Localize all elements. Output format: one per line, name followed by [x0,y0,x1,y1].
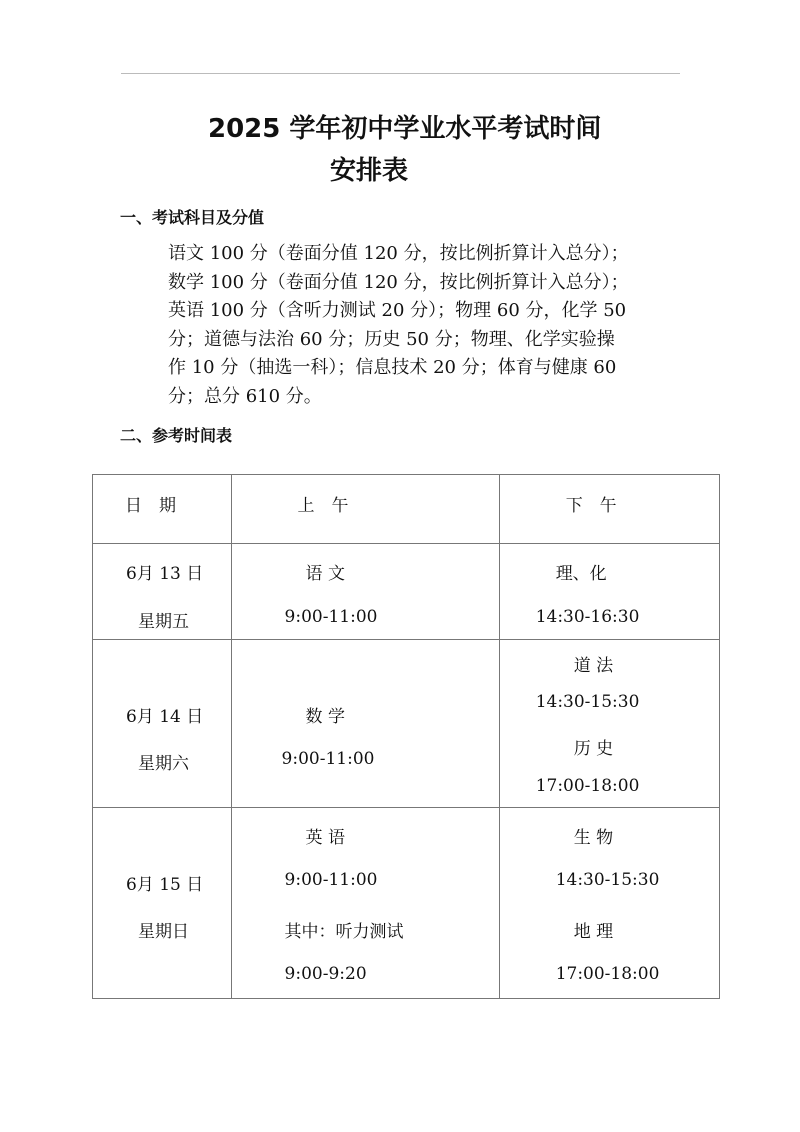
page-title-line2: 安排表 [330,156,409,186]
header-date [93,475,232,544]
paragraph-line: 作 10 分（抽选一科）；信息技术 20 分；体育与健康 60 [168,357,617,378]
date-cell [93,640,232,808]
table-header-row [93,475,720,544]
subjects-paragraph [168,240,688,411]
subject-text: 语 文 [305,564,345,584]
header-morning [231,475,499,544]
section-heading-subjects: 一、考试科目及分值 [120,208,265,227]
subject-text: 英 语 [305,828,345,848]
top-divider [121,73,680,74]
afternoon-cell [499,808,719,999]
paragraph-line: 语文 100 分（卷面分值 120 分，按比例折算计入总分）； [168,243,629,264]
section-heading-schedule: 二、参考时间表 [120,426,233,445]
header-label: 日 期 [125,496,176,516]
time-text: 9:00-9:20 [284,964,367,984]
page-title: 2025 学年初中学业水平考试时间 [208,114,602,144]
table-row [93,544,720,640]
subject-text: 道 法 [573,656,614,676]
weekday-text: 星期六 [138,754,189,774]
time-text: 9:00-11:00 [284,870,378,890]
subject-text: 历 史 [573,739,614,759]
time-text: 9:00-11:00 [281,749,375,769]
header-label: 下 午 [565,496,617,516]
date-cell [93,808,232,999]
time-text: 14:30-15:30 [555,870,660,890]
date-text: 6月 13 日 [126,564,204,584]
time-text: 14:30-16:30 [535,607,640,627]
paragraph-line: 分；道德与法治 60 分；历史 50 分；物理、化学实验操 [168,328,615,350]
subject-text: 数 学 [305,707,345,727]
time-text: 9:00-11:00 [284,607,378,627]
paragraph-line: 数学 100 分（卷面分值 120 分，按比例折算计入总分）； [168,271,629,293]
morning-cell [231,544,499,640]
time-text: 17:00-18:00 [555,964,660,984]
paragraph-line: 分；总分 610 分。 [168,385,322,407]
exam-schedule-table [92,474,720,999]
weekday-text: 星期五 [138,612,189,632]
time-text: 14:30-15:30 [535,692,640,712]
subject-text: 地 理 [573,922,614,942]
note-text: 其中：听力测试 [284,922,404,942]
subject-text: 生 物 [573,828,614,848]
header-label: 上 午 [297,496,349,516]
weekday-text: 星期日 [138,922,189,942]
table-row [93,640,720,808]
afternoon-cell [499,544,719,640]
morning-cell [231,640,499,808]
table-row [93,808,720,999]
date-text: 6月 14 日 [126,707,204,727]
subject-text: 理、化 [555,564,607,584]
date-cell [93,544,232,640]
date-text: 6月 15 日 [126,875,204,895]
afternoon-cell [499,640,719,808]
header-afternoon [499,475,719,544]
morning-cell [231,808,499,999]
time-text: 17:00-18:00 [535,776,640,796]
paragraph-line: 英语 100 分（含听力测试 20 分）；物理 60 分，化学 50 [168,300,627,321]
